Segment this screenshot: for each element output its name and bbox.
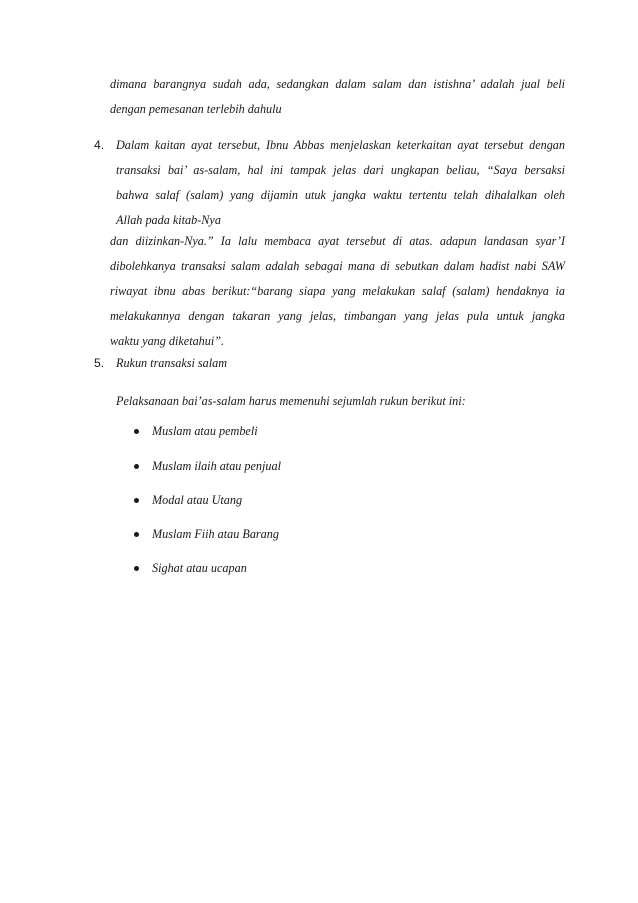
text-line: dimana barangnya sudah ada, sedangkan dalam salam dan istishna’ adalah jual beli [110,77,565,91]
item-5-number: 5. [94,356,105,370]
bullet-icon [134,498,139,503]
item-4-paragraph [116,133,565,233]
list-item [134,524,279,544]
intro-paragraph [110,72,565,122]
list-item-text: Modal atau Utang [152,492,243,507]
text-line: melakukannya dengan takaran yang jelas, timbangan yang jelas pula untuk jangka [110,309,565,323]
text-line: waktu yang diketahui”. [110,334,225,348]
item-4-number: 4. [94,138,105,152]
bullet-icon [134,532,139,537]
list-item-text: Sighat atau ucapan [152,560,247,575]
text-line: riwayat ibnu abas berikut:“barang siapa yang melakukan salaf (salam) hendaknya ia [110,284,565,298]
list-item [134,558,247,578]
item-4-continuation [110,229,565,354]
bullet-icon [134,566,139,571]
text-line: transaksi bai’ as-salam, hal ini tampak jelas dari ungkapan beliau, “Saya bersaksi [116,163,565,177]
text-line: dibolehkanya transaksi salam adalah sebagai mana di sebutkan dalam hadist nabi SAW [110,259,565,273]
bullet-icon [134,464,139,469]
item-5-heading: Rukun transaksi salam [116,356,228,370]
list-item-text: Muslam Fiih atau Barang [152,526,279,541]
list-item-text: Muslam atau pembeli [152,423,258,438]
list-item [134,421,258,441]
text-line: dan diizinkan-Nya.” Ia lalu membaca ayat tersebut di atas. adapun landasan syar’I [110,234,565,248]
text-line: Dalam kaitan ayat tersebut, Ibnu Abbas menjelaskan keterkaitan ayat tersebut dengan [116,138,565,152]
item-5-intro: Pelaksanaan bai’as-salam harus memenuhi sejumlah rukun berikut ini: [116,394,466,408]
text-line: bahwa salaf (salam) yang dijamin utuk jangka waktu tertentu telah dihalalkan oleh [116,188,565,202]
list-item [134,456,281,476]
list-item-text: Muslam ilaih atau penjual [152,458,281,473]
bullet-icon [134,429,139,434]
list-item [134,490,242,510]
text-line: Allah pada kitab-Nya [116,213,221,227]
text-line: dengan pemesanan terlebih dahulu [110,102,282,116]
